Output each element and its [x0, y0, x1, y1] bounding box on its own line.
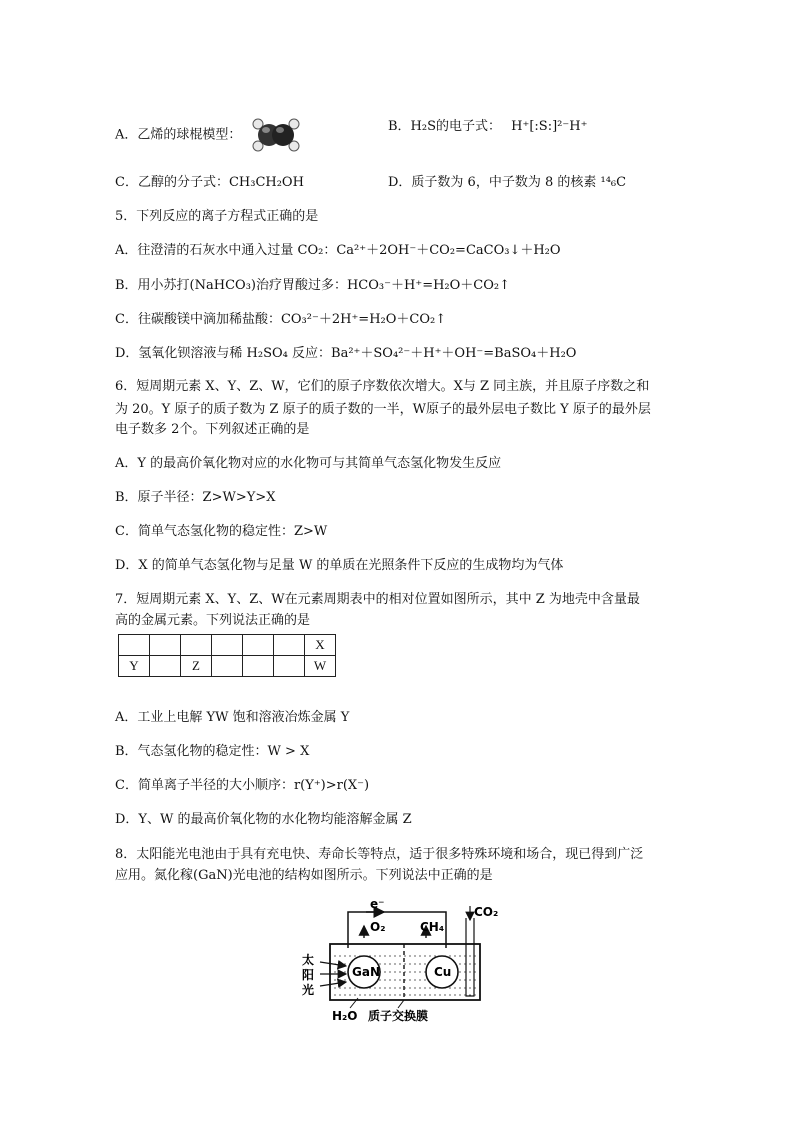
cu-electrode-label: Cu	[434, 965, 452, 979]
table-row	[119, 635, 336, 656]
q5-option-a: A．往澄清的石灰水中通入过量 CO₂：Ca²⁺＋2OH⁻＋CO₂=CaCO₃↓＋H₂O	[115, 243, 561, 258]
q5-option-d: D．氢氧化钡溶液与稀 H₂SO₄ 反应：Ba²⁺＋SO₄²⁻＋H⁺＋OH⁻=BaSO₄＋H₂O	[115, 346, 577, 361]
q6-option-a: A．Y 的最高价氧化物对应的水化物可与其简单气态氢化物发生反应	[115, 456, 502, 471]
ethylene-ball-stick-model-icon	[250, 118, 302, 152]
table-cell	[212, 656, 243, 677]
table-cell: W	[305, 656, 336, 677]
table-cell: Z	[181, 656, 212, 677]
co2-label: CO₂	[474, 905, 499, 919]
q6-option-d: D．X 的简单气态氢化物与足量 W 的单质在光照条件下反应的生成物均为气体	[115, 558, 564, 573]
table-cell: X	[305, 635, 336, 656]
q4-option-b	[388, 118, 587, 136]
h2o-label: H₂O	[332, 1009, 358, 1023]
table-row	[119, 656, 336, 677]
table-cell	[181, 635, 212, 656]
electron-label: e⁻	[370, 898, 385, 911]
table-cell	[274, 635, 305, 656]
sunlight-label-1: 太	[302, 953, 315, 967]
gan-electrode-label: GaN	[352, 965, 380, 979]
sunlight-label-2: 阳	[302, 968, 315, 982]
q6-stem-line1: 6．短周期元素 X、Y、Z、W，它们的原子序数依次增大。X与 Z 同主族，并且原子序数之和	[115, 379, 650, 394]
membrane-label: 质子交换膜	[368, 1009, 429, 1023]
q5-stem: 5．下列反应的离子方程式正确的是	[115, 209, 319, 224]
q7-option-a: A．工业上电解 YW 饱和溶液冶炼金属 Y	[115, 710, 350, 725]
table-cell	[243, 635, 274, 656]
q6-stem-line2: 为 20。Y 原子的质子数为 Z 原子的质子数的一半，W原子的最外层电子数比 Y 原子的最外层	[115, 402, 651, 417]
table-cell	[212, 635, 243, 656]
q8-stem-line1: 8．太阳能光电池由于具有充电快、寿命长等特点，适于很多特殊环境和场合，现已得到广泛	[115, 847, 644, 862]
q8-stem-line2: 应用。氮化稼(GaN)光电池的结构如图所示。下列说法中正确的是	[115, 868, 493, 883]
q7-stem-line1: 7．短周期元素 X、Y、Z、W在元素周期表中的相对位置如图所示，其中 Z 为地壳中含量最	[115, 592, 640, 607]
q4-option-d: D．质子数为 6，中子数为 8 的核素 ¹⁴₆C	[388, 175, 627, 190]
table-cell	[243, 656, 274, 677]
sunlight-label-3: 光	[302, 983, 315, 997]
q5-option-b: B．用小苏打(NaHCO₃)治疗胃酸过多：HCO₃⁻＋H⁺=H₂O＋CO₂↑	[115, 278, 510, 293]
q5-option-c: C．往碳酸镁中滴加稀盐酸：CO₃²⁻＋2H⁺=H₂O＋CO₂↑	[115, 312, 447, 327]
table-cell	[150, 635, 181, 656]
q6-stem-line3: 电子数多 2个。下列叙述正确的是	[115, 422, 310, 437]
o2-label: O₂	[370, 920, 386, 934]
q6-option-b: B．原子半径：Z>W>Y>X	[115, 490, 276, 505]
ch4-label: CH₄	[420, 920, 445, 934]
gan-photocell-diagram	[298, 898, 508, 1024]
q7-stem-line2: 高的金属元素。下列说法正确的是	[115, 613, 311, 628]
table-cell: Y	[119, 656, 150, 677]
q4-option-a-text: A．乙烯的球棍模型：	[115, 127, 242, 143]
q7-option-d: D．Y、W 的最高价氧化物的水化物均能溶解金属 Z	[115, 812, 412, 827]
q7-option-c: C．简单离子半径的大小顺序：r(Y⁺)>r(X⁻)	[115, 778, 370, 793]
table-cell	[274, 656, 305, 677]
q6-option-c: C．简单气态氢化物的稳定性：Z>W	[115, 524, 328, 539]
q4-option-a	[115, 118, 302, 152]
h2s-electron-formula: H⁺[:S:]²⁻H⁺	[511, 119, 588, 134]
q4-option-b-text: B．H₂S的电子式：	[388, 119, 502, 134]
table-cell	[119, 635, 150, 656]
q4-option-c: C．乙醇的分子式：CH₃CH₂OH	[115, 175, 304, 190]
table-cell	[150, 656, 181, 677]
periodic-table-fragment	[118, 634, 336, 677]
q7-option-b: B．气态氢化物的稳定性：W > X	[115, 744, 310, 759]
